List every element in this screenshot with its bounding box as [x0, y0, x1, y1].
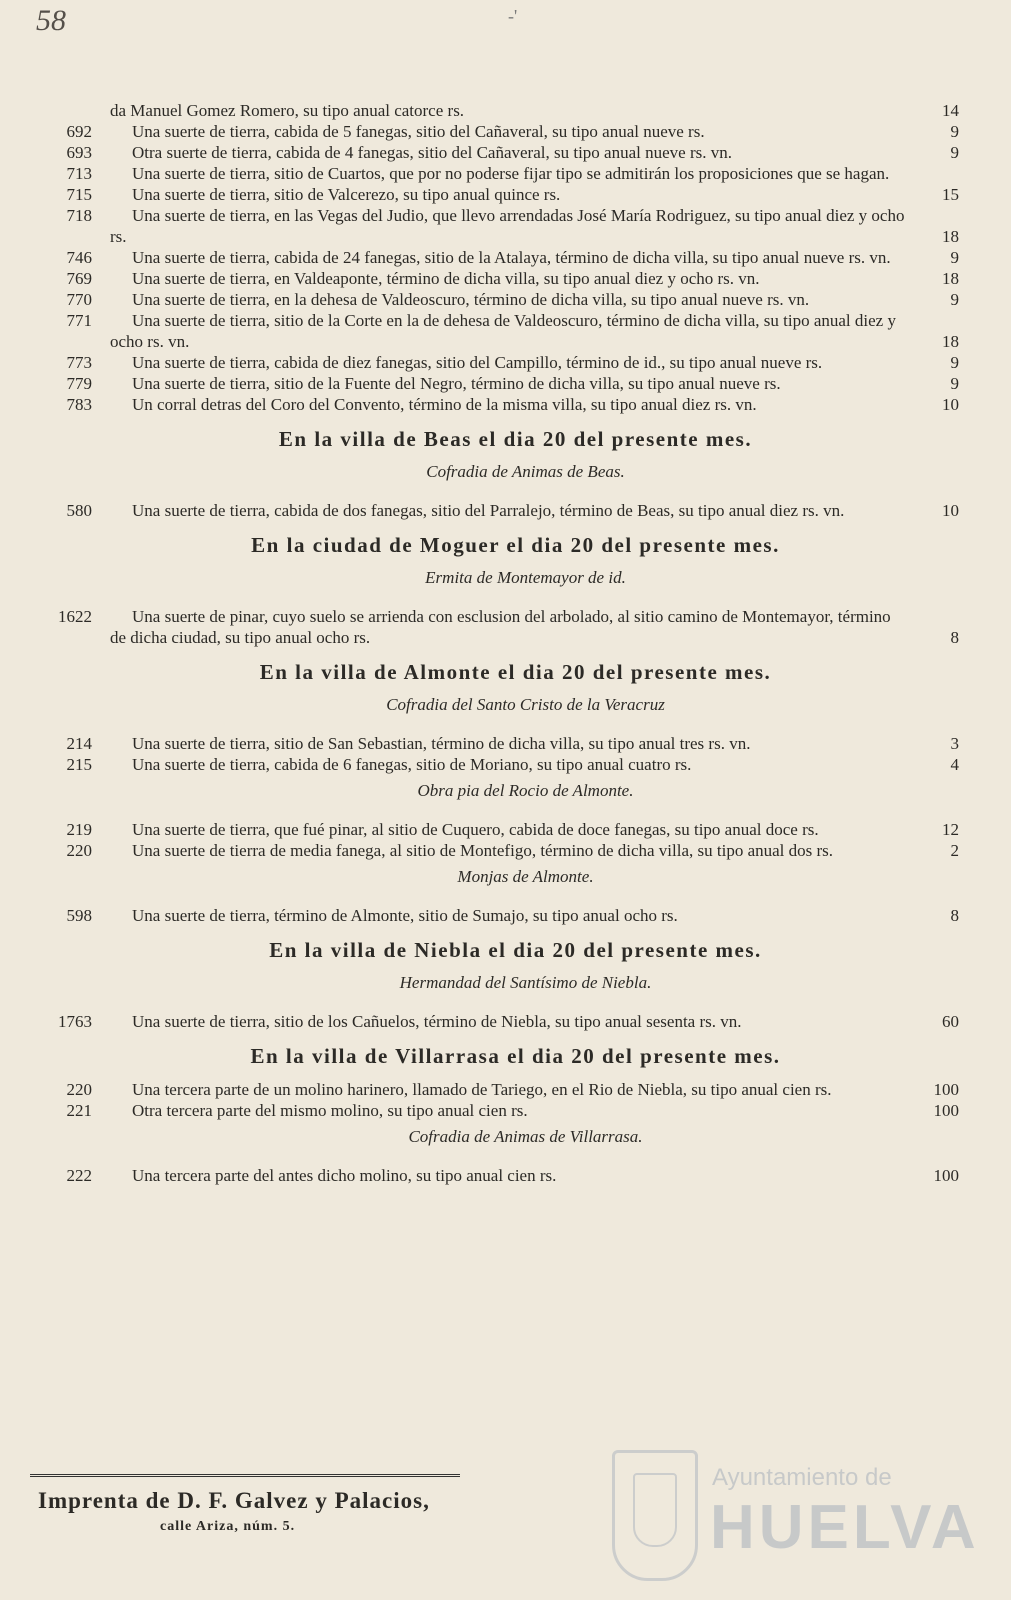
section-heading: En la villa de Villarrasa el dia 20 del presente mes.: [250, 1044, 781, 1068]
lot-description: Una suerte de tierra, sitio de Valcerezo, su tipo anual quince rs.: [132, 185, 561, 204]
lot-number: 770: [66, 290, 92, 309]
lot-number: 220: [66, 1080, 92, 1099]
lot-description: Una suerte de tierra, en las Vegas del Judio, que llevo arrendadas José María Rodriguez, su tipo anual diez y ocho rs.: [110, 206, 905, 246]
lot-row: [0, 142, 1011, 163]
lot-row: [0, 247, 1011, 268]
lot-description: Una suerte de tierra, sitio de Cuartos, que por no poderse fijar tipo se admitirán los proposiciones que se hagan.: [132, 164, 890, 183]
lot-row: [0, 840, 1011, 861]
lot-number: 693: [66, 143, 92, 162]
lot-number: 219: [66, 820, 92, 839]
lot-description: Otra suerte de tierra, cabida de 4 fanegas, sitio del Cañaveral, su tipo anual nueve rs. vn.: [132, 143, 732, 162]
lot-description: Una tercera parte de un molino harinero, llamado de Tariego, en el Rio de Niebla, su tipo anual cien rs.: [132, 1080, 832, 1099]
lot-amount: 9: [950, 122, 959, 141]
lot-number: 773: [66, 353, 92, 372]
lot-row: [0, 289, 1011, 310]
lot-amount: 8: [950, 628, 959, 647]
lot-amount: 18: [942, 227, 959, 246]
institution-heading: Monjas de Almonte.: [457, 867, 594, 886]
lot-number: 220: [66, 841, 92, 860]
lot-description: Una suerte de pinar, cuyo suelo se arrienda con esclusion del arbolado, al sitio camino de Montemayor, término de dicha ciudad, su tipo anual ocho rs.: [110, 607, 891, 647]
watermark-line2: HUELVA: [710, 1493, 980, 1562]
lot-number: 1622: [58, 607, 92, 626]
lot-number: 1763: [58, 1012, 92, 1031]
institution-heading: Obra pia del Rocio de Almonte.: [417, 781, 634, 800]
lot-amount: 14: [942, 101, 959, 120]
lot-row: [0, 310, 1011, 352]
section-heading: En la villa de Almonte el dia 20 del presente mes.: [259, 660, 772, 684]
coat-of-arms-icon: [612, 1450, 698, 1581]
lot-row: [0, 500, 1011, 521]
lot-number: 779: [66, 374, 92, 393]
lot-row: [0, 100, 1011, 121]
footer-rule: [30, 1474, 460, 1480]
lot-number: 715: [66, 185, 92, 204]
lot-amount: 3: [950, 734, 959, 753]
lot-description: Una suerte de tierra, cabida de 24 fanegas, sitio de la Atalaya, término de dicha villa, su tipo anual nueve rs. vn.: [132, 248, 891, 267]
lot-number: 221: [66, 1101, 92, 1120]
lot-amount: 9: [950, 248, 959, 267]
institution-heading: Cofradia de Animas de Beas.: [426, 462, 625, 481]
lot-number: 214: [66, 734, 92, 753]
institution-heading: Hermandad del Santísimo de Niebla.: [399, 973, 652, 992]
lot-description: Una suerte de tierra, cabida de diez fanegas, sitio del Campillo, término de id., su tipo anual nueve rs.: [132, 353, 823, 372]
lot-number: 215: [66, 755, 92, 774]
lot-number: 771: [66, 311, 92, 330]
lot-description: Otra tercera parte del mismo molino, su tipo anual cien rs.: [132, 1101, 528, 1120]
lot-description: Una suerte de tierra, sitio de la Fuente del Negro, término de dicha villa, su tipo anual nueve rs.: [132, 374, 781, 393]
lot-row: [0, 121, 1011, 142]
lot-amount: 2: [950, 841, 959, 860]
corner-page-note: 58: [36, 4, 66, 37]
lot-row: [0, 352, 1011, 373]
institution-heading: Cofradia del Santo Cristo de la Veracruz: [386, 695, 665, 714]
institution-heading: Ermita de Montemayor de id.: [425, 568, 626, 587]
lot-description: Una suerte de tierra, que fué pinar, al sitio de Cuquero, cabida de doce fanegas, su tipo anual doce rs.: [132, 820, 819, 839]
lot-description: Una suerte de tierra, cabida de 5 fanegas, sitio del Cañaveral, su tipo anual nueve rs.: [132, 122, 705, 141]
lot-description: Una suerte de tierra, sitio de los Cañuelos, término de Niebla, su tipo anual sesenta rs. vn.: [132, 1012, 742, 1031]
lot-amount: 100: [933, 1166, 959, 1185]
lot-amount: 18: [942, 332, 959, 351]
lot-row: [0, 1165, 1011, 1186]
lot-description: Una suerte de tierra de media fanega, al sitio de Montefigo, término de dicha villa, su tipo anual dos rs.: [132, 841, 834, 860]
lot-description: Una tercera parte del antes dicho molino, su tipo anual cien rs.: [132, 1166, 557, 1185]
lot-amount: 9: [950, 143, 959, 162]
lot-description: Una suerte de tierra, sitio de San Sebastian, término de dicha villa, su tipo anual tres rs. vn.: [132, 734, 751, 753]
lot-amount: 18: [942, 269, 959, 288]
watermark: [612, 1450, 980, 1590]
top-mark: -': [508, 6, 518, 26]
lot-amount: 9: [950, 290, 959, 309]
lot-description: Una suerte de tierra, cabida de dos fanegas, sitio del Parralejo, término de Beas, su tipo anual diez rs. vn.: [132, 501, 845, 520]
lot-amount: 10: [942, 395, 959, 414]
section-heading: En la villa de Beas el dia 20 del presente mes.: [278, 427, 753, 451]
lot-row: [0, 268, 1011, 289]
lot-row: [0, 1011, 1011, 1032]
lot-amount: 60: [942, 1012, 959, 1031]
institution-heading: Cofradia de Animas de Villarrasa.: [408, 1127, 643, 1146]
lot-amount: 15: [942, 185, 959, 204]
lot-number: 718: [66, 206, 92, 225]
lot-description: Una suerte de tierra, término de Almonte, sitio de Sumajo, su tipo anual ocho rs.: [132, 906, 678, 925]
lot-row: [0, 205, 1011, 247]
lot-row: [0, 394, 1011, 415]
watermark-line1: Ayuntamiento de: [712, 1464, 892, 1491]
lot-description: Una suerte de tierra, en la dehesa de Valdeoscuro, término de dicha villa, su tipo anual nueve rs. vn.: [132, 290, 810, 309]
lot-number: 783: [66, 395, 92, 414]
lot-number: 746: [66, 248, 92, 267]
lot-row: [0, 905, 1011, 926]
lot-row: [0, 373, 1011, 394]
lot-amount: 9: [950, 374, 959, 393]
lot-number: 222: [66, 1166, 92, 1185]
lot-description: Una suerte de tierra, cabida de 6 fanegas, sitio de Moriano, su tipo anual cuatro rs.: [132, 755, 692, 774]
lot-row: [0, 819, 1011, 840]
listing-body: [0, 100, 1011, 1186]
lot-number: 769: [66, 269, 92, 288]
lot-number: 580: [66, 501, 92, 520]
lot-amount: 10: [942, 501, 959, 520]
lot-row: [0, 1100, 1011, 1121]
lot-description: da Manuel Gomez Romero, su tipo anual catorce rs.: [110, 101, 465, 120]
section-heading: En la villa de Niebla el dia 20 del presente mes.: [269, 938, 762, 962]
lot-row: [0, 163, 1011, 184]
section-heading: En la ciudad de Moguer el dia 20 del presente mes.: [251, 533, 780, 557]
lot-description: Una suerte de tierra, en Valdeaponte, término de dicha villa, su tipo anual diez y ocho rs. vn.: [132, 269, 760, 288]
lot-number: 713: [66, 164, 92, 183]
lot-amount: 8: [950, 906, 959, 925]
lot-amount: 9: [950, 353, 959, 372]
lot-amount: 12: [942, 820, 959, 839]
printer-imprint: Imprenta de D. F. Galvez y Palacios,: [38, 1488, 430, 1513]
lot-amount: 4: [950, 755, 959, 774]
lot-row: [0, 733, 1011, 754]
lot-number: 692: [66, 122, 92, 141]
lot-row: [0, 1079, 1011, 1100]
lot-description: Una suerte de tierra, sitio de la Corte en la de dehesa de Valdeoscuro, término de dicha villa, su tipo anual diez y ocho rs. vn.: [110, 311, 896, 351]
lot-description: Un corral detras del Coro del Convento, término de la misma villa, su tipo anual diez rs. vn.: [132, 395, 757, 414]
lot-row: [0, 754, 1011, 775]
lot-number: 598: [66, 906, 92, 925]
lot-row: [0, 184, 1011, 205]
printer-address: calle Ariza, núm. 5.: [160, 1519, 296, 1534]
lot-row: [0, 606, 1011, 648]
lot-amount: 100: [933, 1101, 959, 1120]
lot-amount: 100: [933, 1080, 959, 1099]
